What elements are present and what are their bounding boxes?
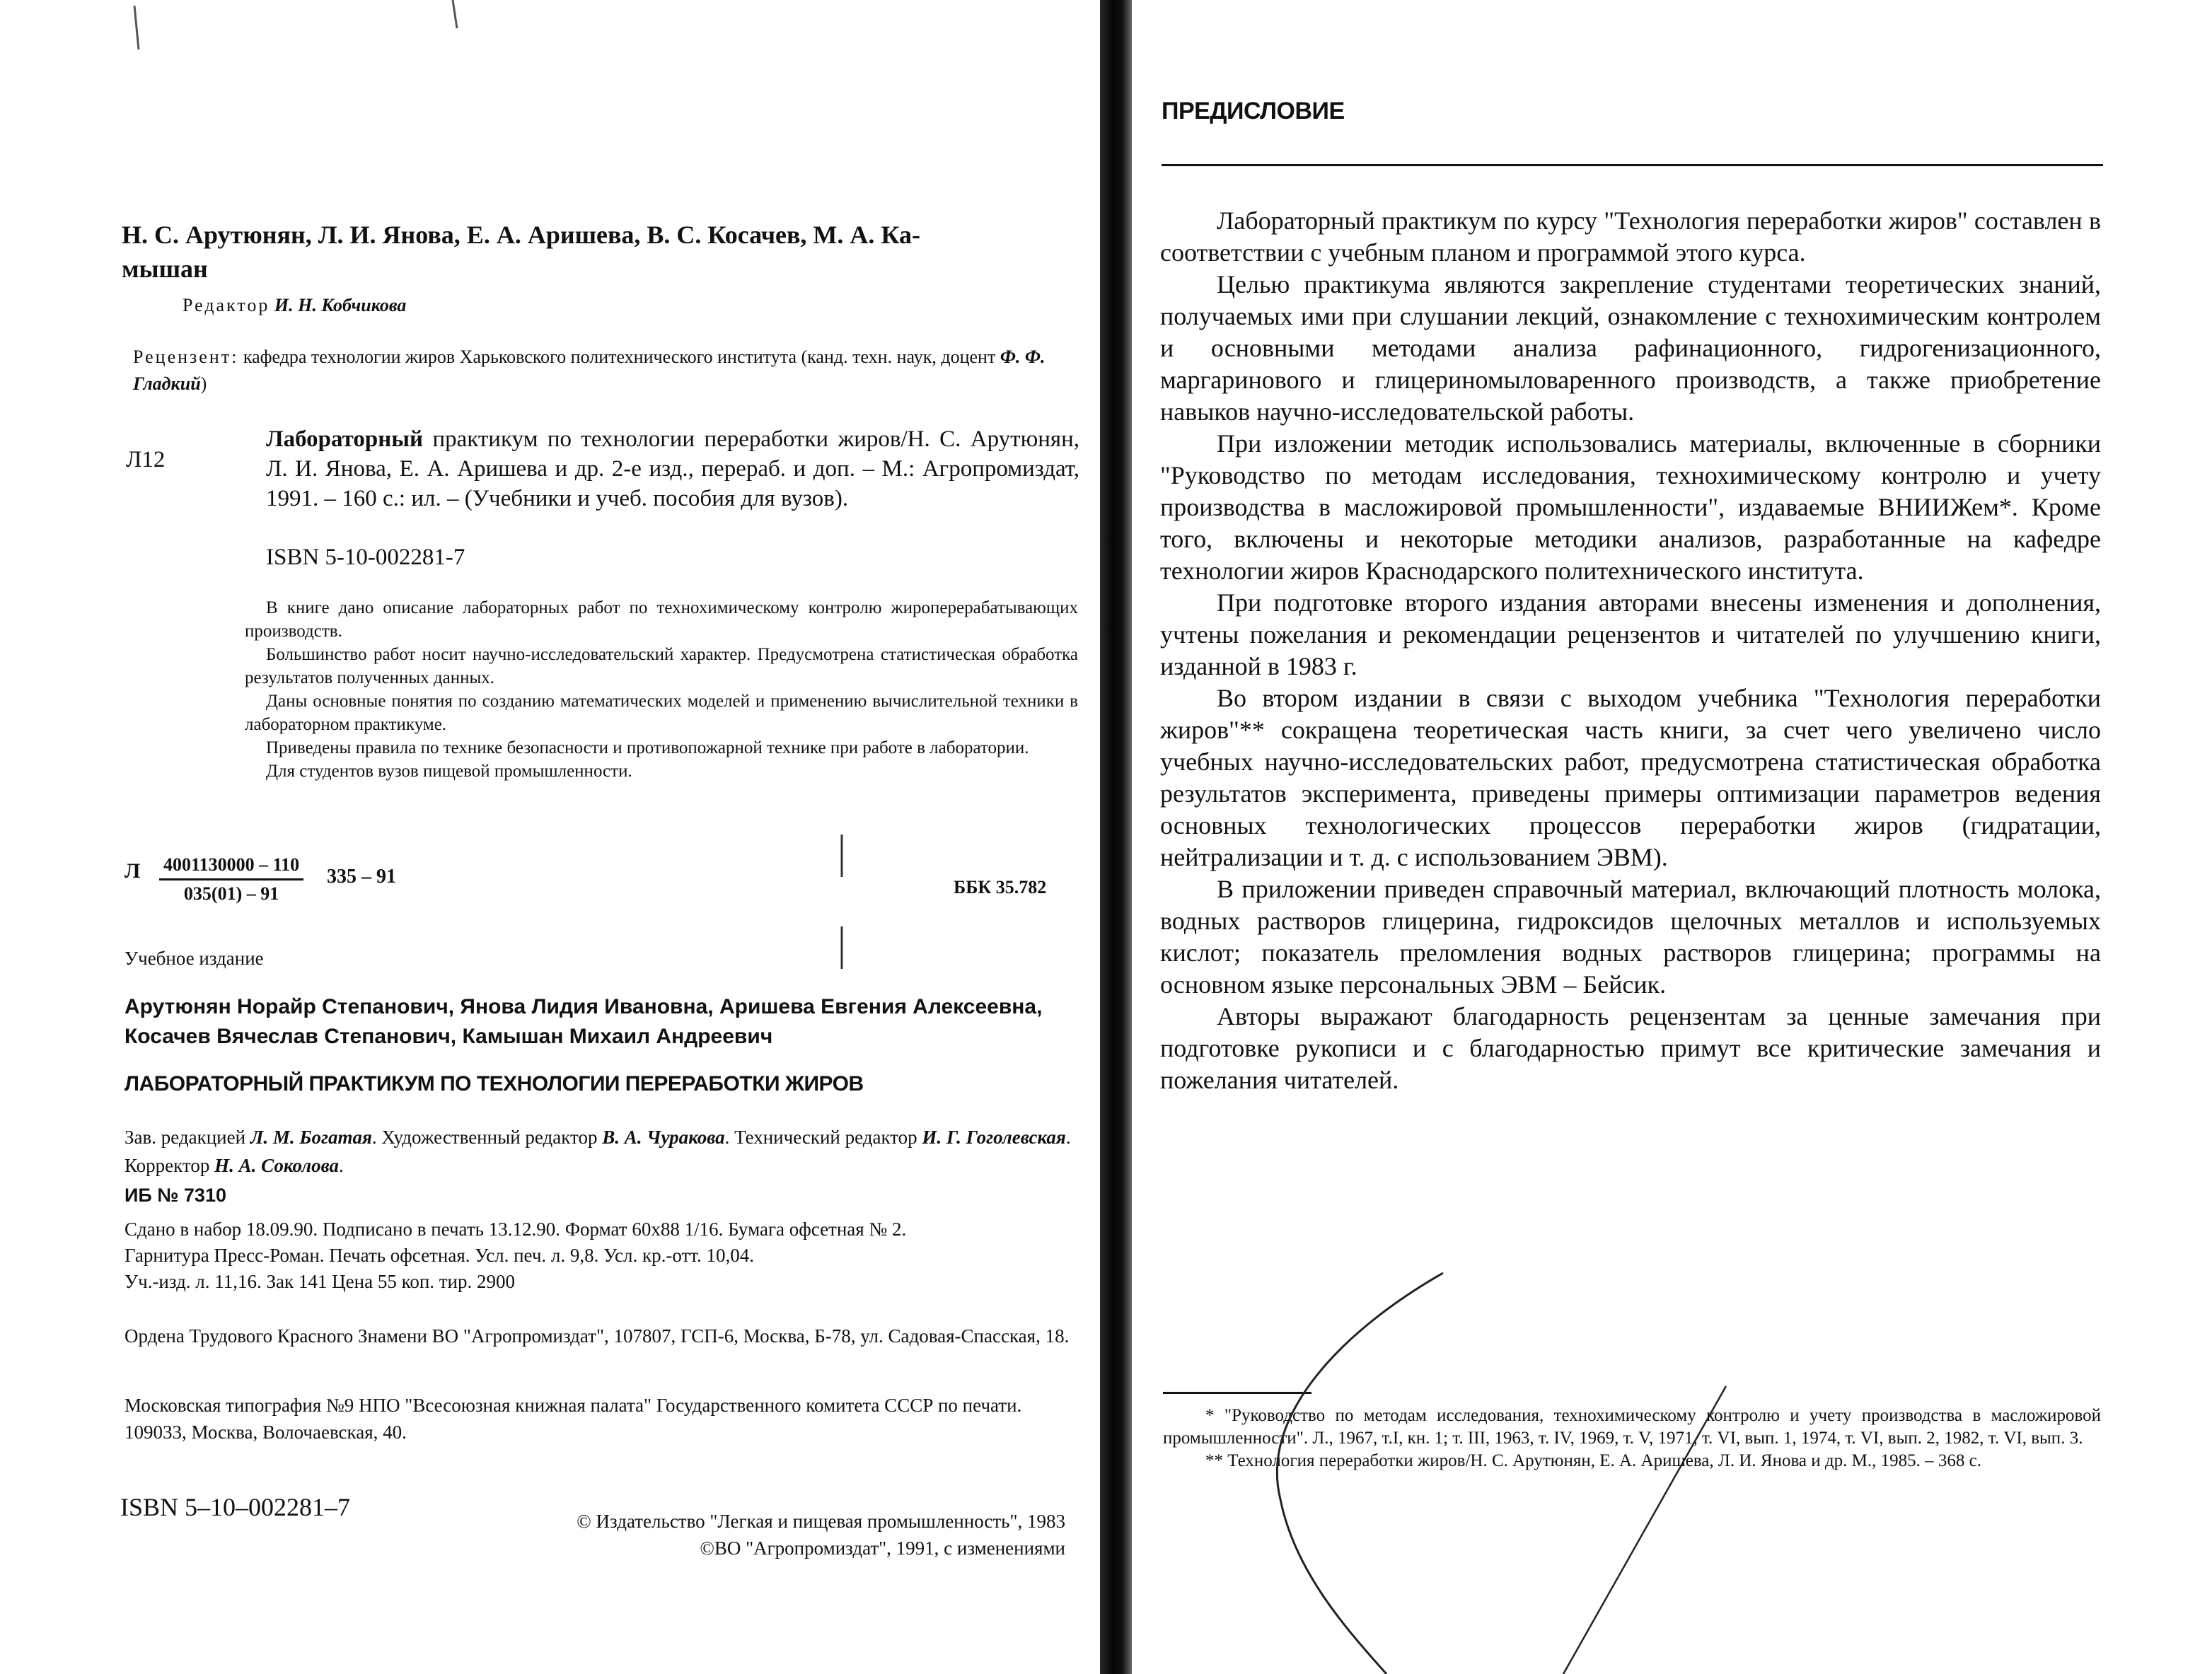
print-line-3: Уч.-изд. л. 11,16. Зак 141 Цена 55 коп. тир. 2900 xyxy=(125,1271,516,1292)
reviewer-label: Рецензент: xyxy=(133,347,239,367)
isbn-line: ISBN 5-10-002281-7 xyxy=(266,545,465,570)
staff-text: . Корректор xyxy=(125,1127,1071,1176)
preface-paragraph: Лабораторный практикум по курсу "Технология переработки жиров" составлен в соответствии с учебным планом и программой этого курса. xyxy=(1160,207,2101,267)
copyright-1983: © Издательство "Легкая и пищевая промышленность", 1983 xyxy=(577,1511,1065,1532)
annotation-paragraph: Приведены правила по технике безопасности и противопожарной технике при работе в лаборатории. xyxy=(266,738,1029,757)
staff-text: . xyxy=(339,1155,344,1176)
book-title-caps: ЛАБОРАТОРНЫЙ ПРАКТИКУМ ПО ТЕХНОЛОГИИ ПЕРЕРАБОТКИ ЖИРОВ xyxy=(125,1072,864,1095)
publisher-address: Ордена Трудового Красного Знамени ВО "Агропромиздат", 107807, ГСП-6, Москва, Б-78, ул. Садовая-Спасская, 18. xyxy=(125,1325,1070,1347)
preface-heading: ПРЕДИСЛОВИЕ xyxy=(1162,98,1345,124)
print-line-2: Гарнитура Пресс-Роман. Печать офсетная. Усл. печ. л. 9,8. Усл. кр.-отт. 10,04. xyxy=(125,1245,755,1266)
reviewer-name: Ф. Ф. Гладкий xyxy=(133,347,1046,394)
reviewer-close: ) xyxy=(200,373,207,394)
fraction-numerator: 4001130000 – 110 xyxy=(159,854,303,880)
editor-name: И. Н. Кобчикова xyxy=(274,295,407,315)
biblio-title-word: Лабораторный xyxy=(266,426,424,452)
staff-name: Л. М. Богатая xyxy=(250,1127,372,1148)
authors-line-1: Н. С. Арутюнян, Л. И. Янова, Е. А. Аришева, В. С. Косачев, М. А. Ка- xyxy=(122,221,921,249)
annotation-paragraph: Даны основные понятия по созданию математических моделей и применению вычислительной техники в лабораторном практикуме. xyxy=(245,692,1078,734)
footnote: * "Руководство по методам исследования, технохимическому контролю и учету производства в масложировой промышленности". Л., 1967, т.I, кн. 1; т. III, 1963, т. IV, 1969, т. V, 1971, т. VI, вып. 1, 1974, т. VI, вып. 2, 1982, т. VI, вып. 3. xyxy=(1163,1406,2101,1448)
staff-name: Н. А. Соколова xyxy=(214,1155,340,1176)
editor-label: Редактор xyxy=(183,295,270,315)
staff-text: Зав. редакцией xyxy=(125,1127,250,1148)
full-authors-line-1: Арутюнян Норайр Степанович, Янова Лидия Ивановна, Аришева Евгения Алексеевна, xyxy=(125,995,1043,1018)
preface-paragraph: При подготовке второго издания авторами внесены изменения и дополнения, учтены пожелания и рекомендации рецензентов и читателей по улучшению книги, изданной в 1983 г. xyxy=(1160,588,2101,680)
copyright-1991: ©ВО "Агропромиздат", 1991, с изменениями xyxy=(700,1538,1065,1559)
preface-paragraph: Целью практикума являются закрепление студентами теоретических знаний, получаемых ими при слушании лекций, ознакомление с технохимическим контролем и основными методами анализа рафинационного, гидрогенизационного, маргаринового и глицериномыловаренного производств, а также приобретение навыков научно-исследовательской работы. xyxy=(1160,270,2101,426)
authors-line-2: мышан xyxy=(122,255,208,283)
preface-paragraph: В приложении приведен справочный материал, включающий плотность молока, водных растворов глицерина, гидроксидов щелочных металлов и используемых кислот; показатель преломления водных растворов глицерина; программы на основном языке персональных ЭВМ – Бейсик. xyxy=(1160,875,2101,999)
printer-address: Московская типография №9 НПО "Всесоюзная книжная палата" Государственного комитета СССР по печати. 109033, Москва, Волочаевская, 40. xyxy=(125,1395,1022,1443)
catalog-code: Л12 xyxy=(126,447,166,472)
staff-text: . Художественный редактор xyxy=(371,1127,603,1148)
preface-paragraph: Во втором издании в связи с выходом учебника "Технология переработки жиров"** сокращена теоретическая часть книги, за счет чего увеличено число учебных научно-исследовательских работ, предусмотрена статистическая обработка результатов эксперимента, приведены примеры оптимизации параметров ведения основных технологических процессов переработки жиров (гидратации, нейтрализации и т. д. с использованием ЭВМ). xyxy=(1160,684,2101,871)
preface-paragraph: При изложении методик использовались материалы, включенные в сборники "Руководство по методам исследования, технохимическому контролю и учету производства в масложировой промышленности", издаваемые ВНИИЖем*. Кроме того, включены и некоторые методики анализов, разработанные на кафедре технологии жиров Краснодарского политехнического института. xyxy=(1160,429,2101,585)
ib-number: ИБ № 7310 xyxy=(125,1185,226,1206)
annotation-paragraph: Большинство работ носит научно-исследовательский характер. Предусмотрена статистическая обработка результатов полученных данных. xyxy=(245,645,1078,687)
print-line-1: Сдано в набор 18.09.90. Подписано в печать 13.12.90. Формат 60х88 1/16. Бумага офсетная № 2. xyxy=(125,1219,907,1240)
staff-text: . Технический редактор xyxy=(724,1127,922,1148)
staff-name: И. Г. Гоголевская xyxy=(922,1127,1066,1148)
pencil-curve xyxy=(1277,1273,1443,1674)
biblio-text: практикум по технологии переработки жиров/Н. С. Арутюнян, Л. И. Янова, Е. А. Аришева и др. 2-е изд., перераб. и доп. – М.: Агропромиздат, 1991. – 160 с.: ил. – (Учебники и учеб. пособия для вузов). xyxy=(266,426,1079,511)
annotation-paragraph: Для студентов вузов пищевой промышленности. xyxy=(266,762,632,781)
fraction-denominator: 035(01) – 91 xyxy=(183,883,279,904)
scan-speck xyxy=(453,0,457,28)
pencil-stroke xyxy=(1563,1386,1726,1674)
footnote: ** Технология переработки жиров/Н. С. Арутюнян, Е. А. Аришева, Л. И. Янова и др. М., 1985. – 368 с. xyxy=(1205,1451,1981,1470)
staff-name: В. А. Чуракова xyxy=(602,1127,725,1148)
edition-type: Учебное издание xyxy=(125,948,264,969)
reviewer-text: кафедра технологии жиров Харьковского политехнического института (канд. техн. наук, доцент xyxy=(243,347,996,367)
bbk-code: ББК 35.782 xyxy=(954,877,1047,897)
l-letter: Л xyxy=(125,859,141,883)
full-authors-line-2: Косачев Вячеслав Степанович, Камышан Михаил Андреевич xyxy=(125,1025,773,1048)
fraction-suffix: 335 – 91 xyxy=(327,866,396,888)
isbn-bottom: ISBN 5–10–002281–7 xyxy=(120,1493,351,1521)
preface-paragraph: Авторы выражают благодарность рецензентам за ценные замечания при подготовке рукописи и с благодарностью примут все критические замечания и пожелания читателей. xyxy=(1160,1002,2101,1094)
annotation-paragraph: В книге дано описание лабораторных работ по технохимическому контролю жироперерабатывающих производств. xyxy=(245,598,1078,641)
scan-speck xyxy=(134,6,139,50)
